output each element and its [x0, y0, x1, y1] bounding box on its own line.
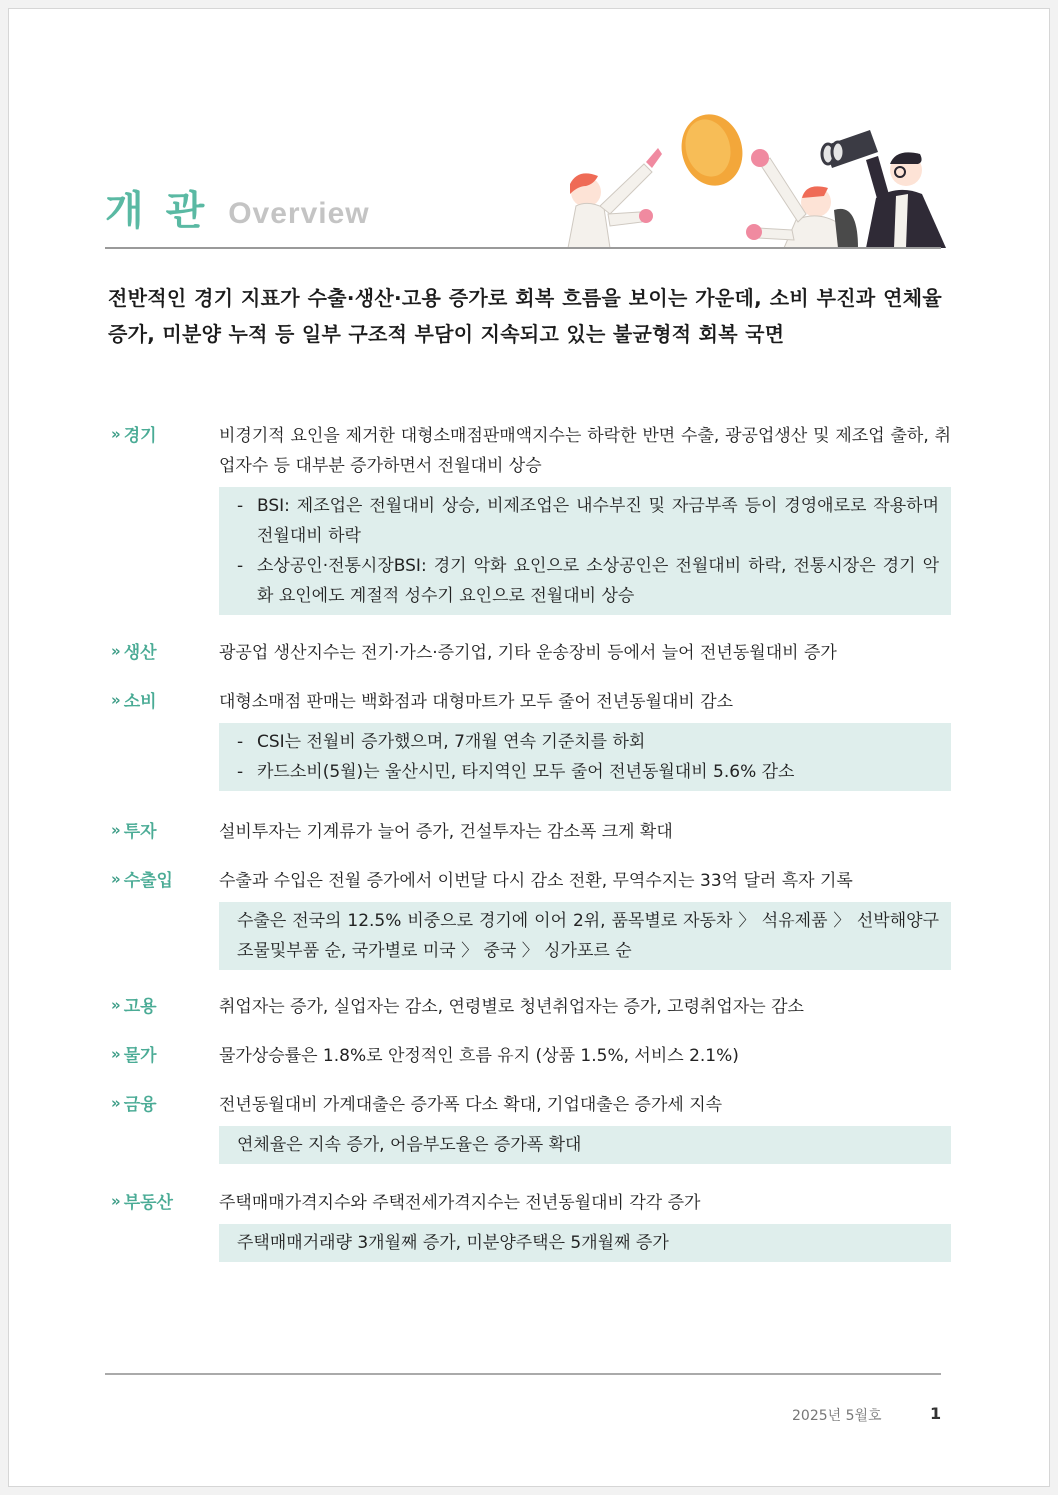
note-text: 주택매매거래량 3개월째 증가, 미분양주택은 5개월째 증가 — [237, 1233, 669, 1253]
section-main-text: 비경기적 요인을 제거한 대형소매점판매액지수는 하락한 반면 수출, 광공업생산 및 제조업 출하, 취업자수 등 대부분 증가하면서 전월대비 상승 — [219, 426, 951, 476]
double-chevron-icon: » — [111, 424, 118, 443]
note-item: - BSI: 제조업은 전월대비 상승, 비제조업은 내수부진 및 자금부족 등이 경영애로로 작용하며 전월대비 하락 — [237, 491, 939, 551]
lead-summary: 전반적인 경기 지표가 수출·생산·고용 증가로 회복 흐름을 보이는 가운데, 소비 부진과 연체율 증가, 미분양 누적 등 일부 구조적 부담이 지속되고 있는 불균형적 회복 국면 — [108, 286, 942, 346]
section-production — [111, 638, 951, 668]
section-real-estate — [111, 1188, 951, 1262]
double-chevron-icon: » — [111, 1044, 118, 1063]
section-label: » 수출입 — [111, 869, 173, 891]
page-number: 1 — [930, 1404, 942, 1423]
section-label: » 물가 — [111, 1044, 157, 1066]
double-chevron-icon: » — [111, 1093, 118, 1112]
title-korean: 개 관 — [105, 188, 209, 234]
section-employment — [111, 992, 951, 1022]
title-english: Overview — [228, 197, 370, 230]
section-main-text: 취업자는 증가, 실업자는 감소, 연령별로 청년취업자는 증가, 고령취업자는 감소 — [219, 997, 804, 1017]
section-note-box — [219, 723, 951, 791]
section-note-box — [219, 1126, 951, 1164]
economy-illustration — [548, 102, 948, 248]
note-item: - 카드소비(5월)는 울산시민, 타지역인 모두 줄어 전년동월대비 5.6% 감소 — [237, 757, 939, 787]
note-text: 연체율은 지속 증가, 어음부도율은 증가폭 확대 — [237, 1135, 582, 1155]
double-chevron-icon: » — [111, 869, 118, 888]
section-main-text: 설비투자는 기계류가 늘어 증가, 건설투자는 감소폭 크게 확대 — [219, 822, 673, 842]
section-prices — [111, 1041, 951, 1071]
section-label: » 고용 — [111, 995, 157, 1017]
overview-title — [105, 188, 370, 234]
note-item: - CSI는 전월비 증가했으며, 7개월 연속 기준치를 하회 — [237, 727, 939, 757]
section-label: » 경기 — [111, 424, 157, 446]
double-chevron-icon: » — [111, 995, 118, 1014]
double-chevron-icon: » — [111, 820, 118, 839]
footer-divider — [105, 1373, 941, 1375]
section-finance — [111, 1090, 951, 1164]
section-label: » 금융 — [111, 1093, 157, 1115]
section-main-text: 대형소매점 판매는 백화점과 대형마트가 모두 줄어 전년동월대비 감소 — [219, 692, 734, 712]
section-trade — [111, 866, 951, 970]
section-investment — [111, 817, 951, 847]
footer-issue-date: 2025년 5월호 — [792, 1408, 882, 1424]
title-divider — [105, 247, 941, 249]
section-main-text: 광공업 생산지수는 전기·가스·증기업, 기타 운송장비 등에서 늘어 전년동월대비 증가 — [219, 643, 837, 663]
note-item: - 소상공인·전통시장BSI: 경기 악화 요인으로 소상공인은 전월대비 하락, 전통시장은 경기 악화 요인에도 계절적 성수기 요인으로 전월대비 상승 — [237, 551, 939, 611]
note-text: 수출은 전국의 12.5% 비중으로 경기에 이어 2위, 품목별로 자동차 〉 석유제품 〉 선박해양구조물및부품 순, 국가별로 미국 〉 중국 〉 싱가포르 순 — [237, 911, 939, 961]
double-chevron-icon: » — [111, 641, 118, 660]
section-note-box — [219, 487, 951, 615]
section-note-box — [219, 1224, 951, 1262]
section-label: » 소비 — [111, 690, 157, 712]
section-main-text: 전년동월대비 가계대출은 증가폭 다소 확대, 기업대출은 증가세 지속 — [219, 1095, 723, 1115]
section-consumption — [111, 687, 951, 791]
section-label: » 생산 — [111, 641, 157, 663]
section-label: » 투자 — [111, 820, 157, 842]
double-chevron-icon: » — [111, 1191, 118, 1210]
section-main-text: 주택매매가격지수와 주택전세가격지수는 전년동월대비 각각 증가 — [219, 1193, 701, 1213]
section-note-box — [219, 902, 951, 970]
section-label: » 부동산 — [111, 1191, 173, 1213]
double-chevron-icon: » — [111, 690, 118, 709]
section-main-text: 수출과 수입은 전월 증가에서 이번달 다시 감소 전환, 무역수지는 33억 달러 흑자 기록 — [219, 871, 853, 891]
section-main-text: 물가상승률은 1.8%로 안정적인 흐름 유지 (상품 1.5%, 서비스 2.1%) — [219, 1046, 739, 1066]
section-economy — [111, 421, 951, 615]
